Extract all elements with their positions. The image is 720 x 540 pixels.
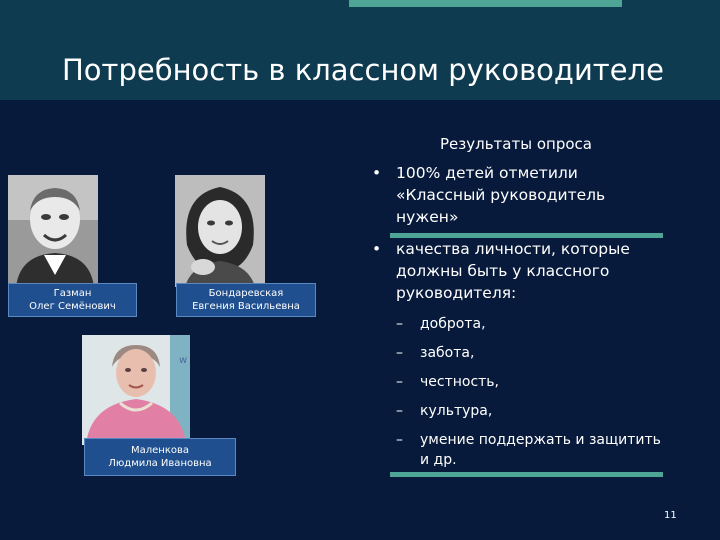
- caption-surname: Газман: [53, 288, 92, 299]
- slide-title: Потребность в классном руководителе: [62, 53, 664, 87]
- quality-text: доброта,: [420, 316, 486, 332]
- quality-text: культура,: [420, 403, 493, 419]
- caption-surname: Маленкова: [130, 445, 190, 456]
- caption-bondarevskaya: [176, 283, 316, 317]
- quality-text: честность,: [420, 374, 500, 390]
- accent-bar-middle: [390, 233, 663, 238]
- quality-text: умение поддержать и защитить и др.: [420, 432, 661, 468]
- photo-bondarevskaya: [175, 175, 265, 287]
- survey-bullets: [372, 162, 672, 479]
- dash-icon: –: [396, 345, 403, 361]
- dash-icon: –: [396, 316, 403, 332]
- quality-item: [372, 401, 672, 421]
- survey-heading: Результаты опроса: [440, 135, 592, 153]
- caption-name: Людмила Ивановна: [108, 458, 212, 469]
- caption-malenkova: [84, 438, 236, 476]
- bullet-item: [372, 162, 672, 228]
- top-accent-bar: [349, 0, 622, 7]
- photo-gazman: [8, 175, 98, 287]
- bullet-text: качества личности, которые должны быть у классного руководителя:: [396, 240, 630, 302]
- dash-icon: –: [396, 432, 403, 448]
- dash-icon: –: [396, 374, 403, 390]
- quality-text: забота,: [420, 345, 475, 361]
- bullet-dot-icon: •: [372, 240, 382, 258]
- svg-text:w: w: [179, 355, 188, 366]
- bullet-text: 100% детей отметили «Классный руководитель нужен»: [396, 164, 606, 226]
- page-number: 11: [664, 510, 677, 521]
- accent-bar-bottom: [390, 472, 663, 477]
- quality-item: [372, 430, 672, 470]
- photo-malenkova: [82, 335, 190, 445]
- dash-icon: –: [396, 403, 403, 419]
- caption-name: Евгения Васильевна: [192, 301, 300, 312]
- caption-name: Олег Семёнович: [29, 301, 116, 312]
- caption-surname: Бондаревская: [208, 288, 284, 299]
- caption-gazman: [8, 283, 137, 317]
- quality-item: [372, 343, 672, 363]
- bullet-dot-icon: •: [372, 164, 382, 182]
- quality-item: [372, 314, 672, 334]
- bullet-item: [372, 238, 672, 304]
- quality-item: [372, 372, 672, 392]
